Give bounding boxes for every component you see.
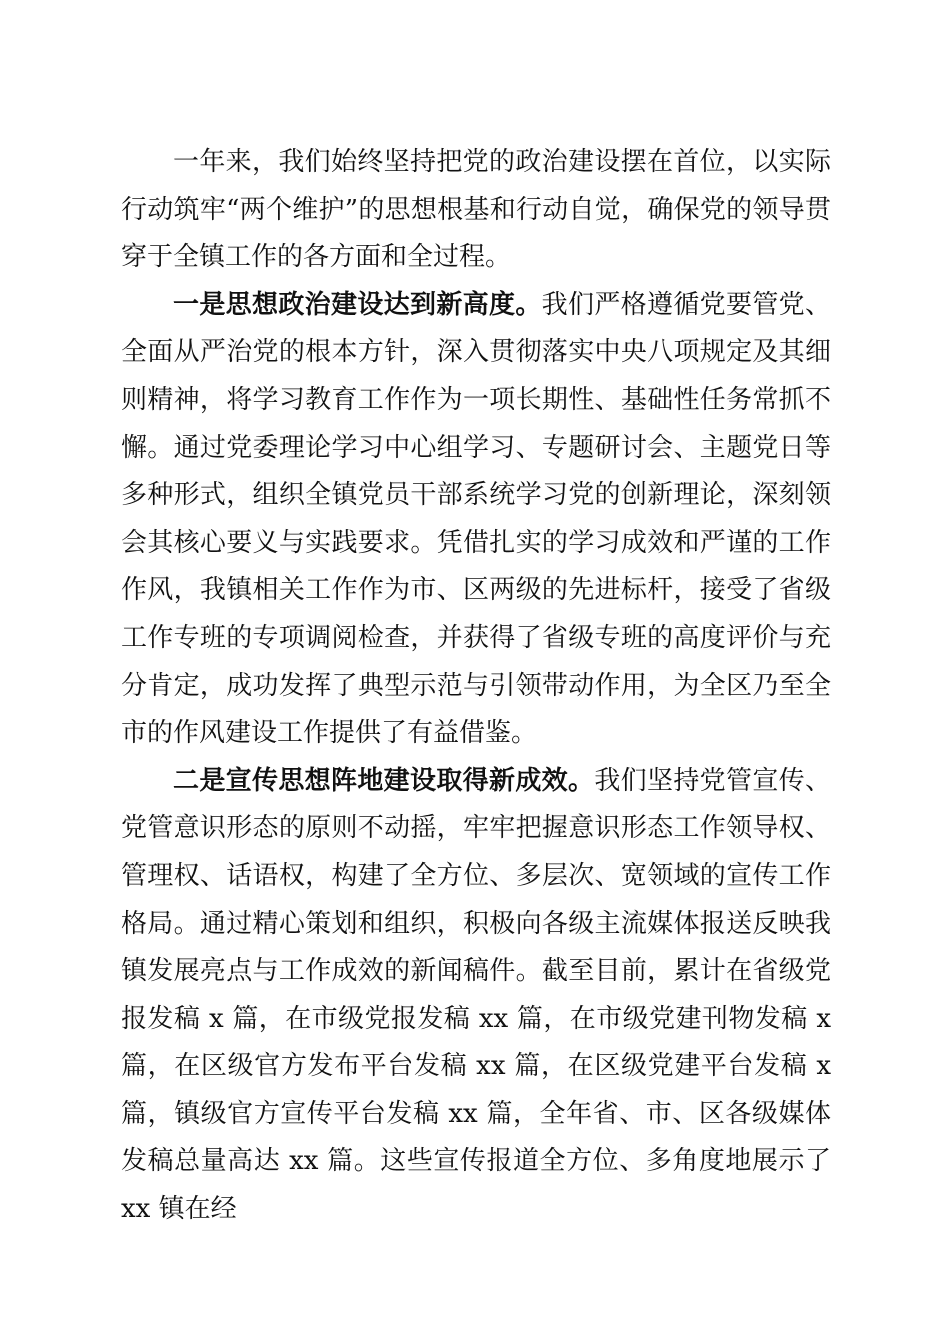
paragraph-text: 一年来，我们始终坚持把党的政治建设摆在首位，以实际行动筑牢“两个维护”的思想根基和行动自觉，确保党的领导贯穿于全镇工作的各方面和全过程。 bbox=[121, 147, 831, 273]
paragraph-lead: 二是宣传思想阵地建设取得新成效。 bbox=[173, 765, 595, 796]
document-body bbox=[121, 139, 831, 1234]
paragraph-text: 我们严格遵循党要管党、全面从严治党的根本方针，深入贯彻落实中央八项规定及其细则精神，将学习教育工作作为一项长期性、基础性任务常抓不懈。通过党委理论学习中心组学习、专题研讨会、主题党日等多种形式，组织全镇党员干部系统学习党的创新理论，深刻领会其核心要义与实践要求。凭借扎实的学习成效和严谨的工作作风，我镇相关工作作为市、区两级的先进标杆，接受了省级工作专班的专项调阅检查，并获得了省级专班的高度评价与充分肯定，成功发挥了典型示范与引领带动作用，为全区乃至全市的作风建设工作提供了有益借鉴。 bbox=[121, 289, 831, 749]
paragraph-intro bbox=[121, 139, 831, 282]
paragraph-lead: 一是思想政治建设达到新高度。 bbox=[173, 289, 542, 320]
paragraph-ideology bbox=[121, 282, 831, 758]
paragraph-text: 我们坚持党管宣传、党管意识形态的原则不动摇，牢牢把握意识形态工作领导权、管理权、话语权，构建了全方位、多层次、宽领域的宣传工作格局。通过精心策划和组织，积极向各级主流媒体报送反映我镇发展亮点与工作成效的新闻稿件。截至目前，累计在省级党报发稿 x 篇，在市级党报发稿 xx 篇，在市级党建刊物发稿 x 篇，在区级官方发布平台发稿 xx 篇，在区级党建平台发稿 x 篇，镇级官方宣传平台发稿 xx 篇，全年省、市、区各级媒体发稿总量高达 xx 篇。这些宣传报道全方位、多角度地展示了 xx 镇在经 bbox=[121, 765, 831, 1225]
paragraph-publicity bbox=[121, 758, 831, 1234]
